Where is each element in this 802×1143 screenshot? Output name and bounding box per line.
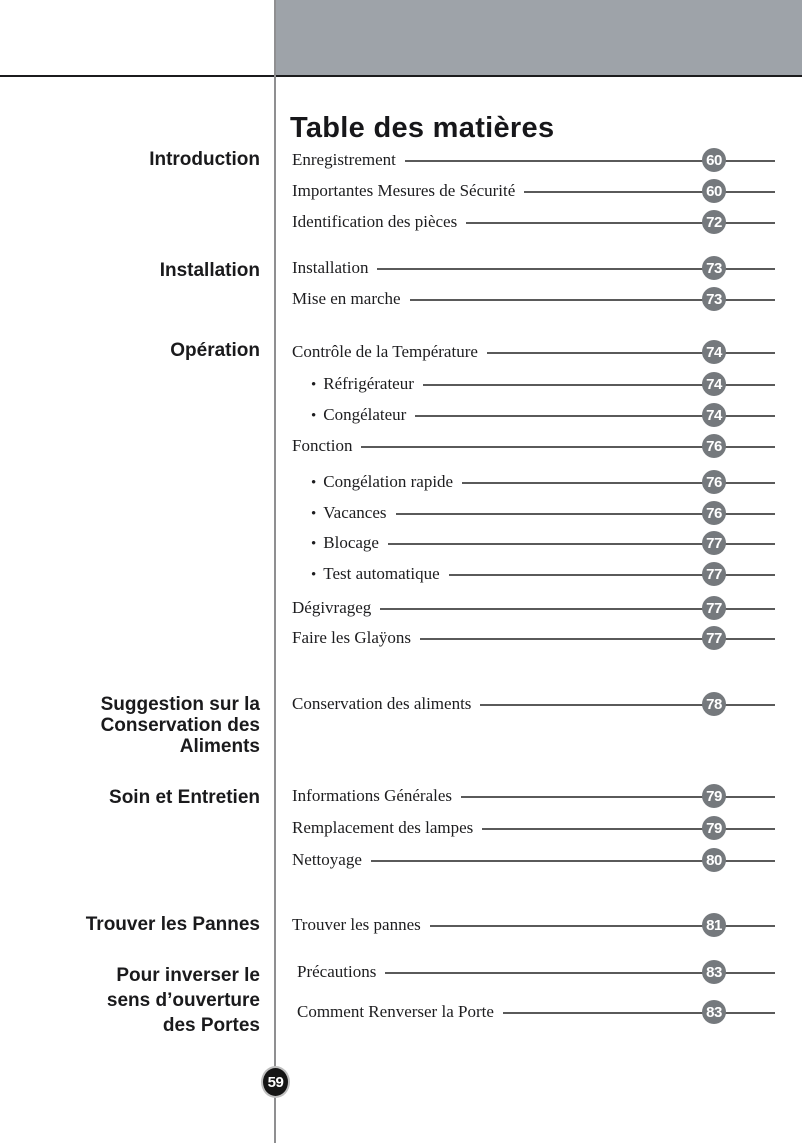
toc-entry-label [292, 341, 487, 363]
section-label-line: Aliments [179, 736, 260, 757]
toc-row [292, 961, 775, 983]
toc-row [292, 785, 775, 807]
page-ref-badge: 81 [702, 913, 726, 937]
toc-row [292, 435, 775, 457]
leader-line [462, 482, 775, 484]
section-label [149, 149, 260, 171]
bullet-icon: • [311, 566, 317, 583]
toc-entry-label [292, 849, 371, 871]
toc-row [292, 471, 775, 493]
section-label [86, 914, 260, 936]
toc-entry-text: Précautions [297, 962, 377, 981]
page-ref-badge: 60 [702, 179, 726, 203]
page-ref-badge: 73 [702, 287, 726, 311]
toc-entry-label [292, 693, 480, 715]
leader-line [503, 1012, 775, 1014]
page-ref-badge: 77 [702, 626, 726, 650]
toc-entry-label [292, 817, 482, 839]
page-ref-badge: 74 [702, 372, 726, 396]
leader-line [482, 828, 775, 830]
section-label [109, 787, 260, 809]
toc-row [292, 914, 775, 936]
toc-row [292, 404, 775, 426]
toc-row [292, 597, 775, 619]
toc-row [292, 1001, 775, 1023]
page-ref-badge: 76 [702, 434, 726, 458]
leader-line [449, 574, 775, 576]
bullet-icon: • [311, 407, 317, 424]
bullet-icon: • [311, 474, 317, 491]
page-ref-badge: 74 [702, 403, 726, 427]
toc-entry-label [292, 404, 415, 427]
header-rule [0, 75, 802, 77]
toc-entry-label [292, 785, 461, 807]
leader-line [524, 191, 775, 193]
page-ref-badge: 83 [702, 960, 726, 984]
toc-entry-label [292, 502, 396, 525]
toc-entry-text: Blocage [323, 532, 379, 552]
toc-entry-label [292, 180, 524, 202]
toc-entry-text: Fonction [292, 436, 353, 455]
toc-entry-text: Congélateur [323, 404, 407, 424]
toc-entry-label [292, 627, 420, 649]
page-ref-badge: 79 [702, 816, 726, 840]
toc-entry-text: Mise en marche [292, 289, 401, 308]
toc-entry-label [292, 211, 466, 233]
section-label-line: Conservation des [100, 715, 260, 736]
toc-row [292, 373, 775, 395]
toc-row [292, 693, 775, 715]
toc-entry-label [292, 532, 388, 555]
toc-entry-text: Trouver les pannes [292, 915, 421, 934]
toc-entry-text: Test automatique [323, 563, 440, 583]
section-label-line: Pour inverser le [116, 965, 260, 986]
toc-entry-label [292, 597, 380, 619]
section-label-line: Installation [159, 260, 260, 281]
header-gray-bar [275, 0, 802, 75]
column-divider [274, 0, 276, 1143]
toc-entry-label [292, 914, 430, 936]
bullet-icon: • [311, 505, 317, 522]
toc-entry-text: Enregistrement [292, 150, 396, 169]
toc-entry-label [292, 961, 385, 983]
section-label [107, 963, 260, 1038]
toc-entry-text: Vacances [323, 502, 387, 522]
leader-line [461, 796, 775, 798]
page-ref-badge: 78 [702, 692, 726, 716]
page-ref-badge: 79 [702, 784, 726, 808]
toc-row [292, 211, 775, 233]
toc-entry-text: Dégivrageg [292, 598, 372, 617]
section-label-line: Soin et Entretien [109, 787, 260, 808]
section-label [160, 260, 260, 282]
toc-entry-text: Réfrigérateur [323, 373, 414, 393]
page-ref-badge: 77 [702, 596, 726, 620]
toc-row [292, 288, 775, 310]
page-ref-badge: 60 [702, 148, 726, 172]
toc-row [292, 502, 775, 524]
page-ref-badge: 73 [702, 256, 726, 280]
section-label [101, 694, 260, 757]
toc-entry-text: Nettoyage [292, 850, 362, 869]
toc-entry-text: Faire les Glaÿons [292, 628, 411, 647]
page-number: 59 [267, 1073, 284, 1091]
section-label-line: des Portes [162, 1015, 260, 1036]
section-label-line: sens d’ouverture [106, 990, 260, 1011]
section-label [170, 340, 260, 362]
toc-row [292, 627, 775, 649]
toc-entry-label [292, 288, 410, 310]
section-label-line: Opération [170, 340, 260, 361]
toc-row [292, 817, 775, 839]
toc-row [292, 532, 775, 554]
toc-entry-label [292, 1001, 503, 1023]
page-ref-badge: 83 [702, 1000, 726, 1024]
toc-entry-text: Installation [292, 258, 369, 277]
page-ref-badge: 77 [702, 562, 726, 586]
toc-entry-text: Identification des pièces [292, 212, 458, 231]
bullet-icon: • [311, 376, 317, 393]
page-number-badge [261, 1066, 290, 1098]
toc-entry-text: Comment Renverser la Porte [297, 1002, 494, 1021]
toc-row [292, 341, 775, 363]
toc-entry-label [292, 471, 462, 494]
toc-entry-label [292, 563, 449, 586]
toc-entry-label [292, 257, 377, 279]
toc-entry-label [292, 149, 405, 171]
leader-line [480, 704, 775, 706]
toc-entry-text: Conservation des aliments [292, 694, 472, 713]
page-ref-badge: 76 [702, 501, 726, 525]
toc-entry-text: Informations Générales [292, 786, 453, 805]
toc-entry-label [292, 373, 423, 396]
section-label-line: Trouver les Pannes [85, 914, 260, 935]
toc-row [292, 180, 775, 202]
section-label-line: Suggestion sur la [100, 694, 260, 715]
page-ref-badge: 76 [702, 470, 726, 494]
toc-entry-text: Remplacement des lampes [292, 818, 474, 837]
section-label-line: Introduction [149, 149, 260, 170]
page-title: Table des matières [290, 112, 555, 145]
page-ref-badge: 77 [702, 531, 726, 555]
toc-entry-text: Contrôle de la Température [292, 342, 478, 361]
leader-line [487, 352, 775, 354]
toc-entry-label [292, 435, 361, 457]
bullet-icon: • [311, 535, 317, 552]
leader-line [466, 222, 775, 224]
toc-row [292, 563, 775, 585]
toc-entry-text: Importantes Mesures de Sécurité [292, 181, 516, 200]
toc-entry-text: Congélation rapide [323, 471, 454, 491]
page-ref-badge: 74 [702, 340, 726, 364]
page-ref-badge: 80 [702, 848, 726, 872]
page-ref-badge: 72 [702, 210, 726, 234]
toc-row [292, 149, 775, 171]
toc-row [292, 257, 775, 279]
toc-row [292, 849, 775, 871]
